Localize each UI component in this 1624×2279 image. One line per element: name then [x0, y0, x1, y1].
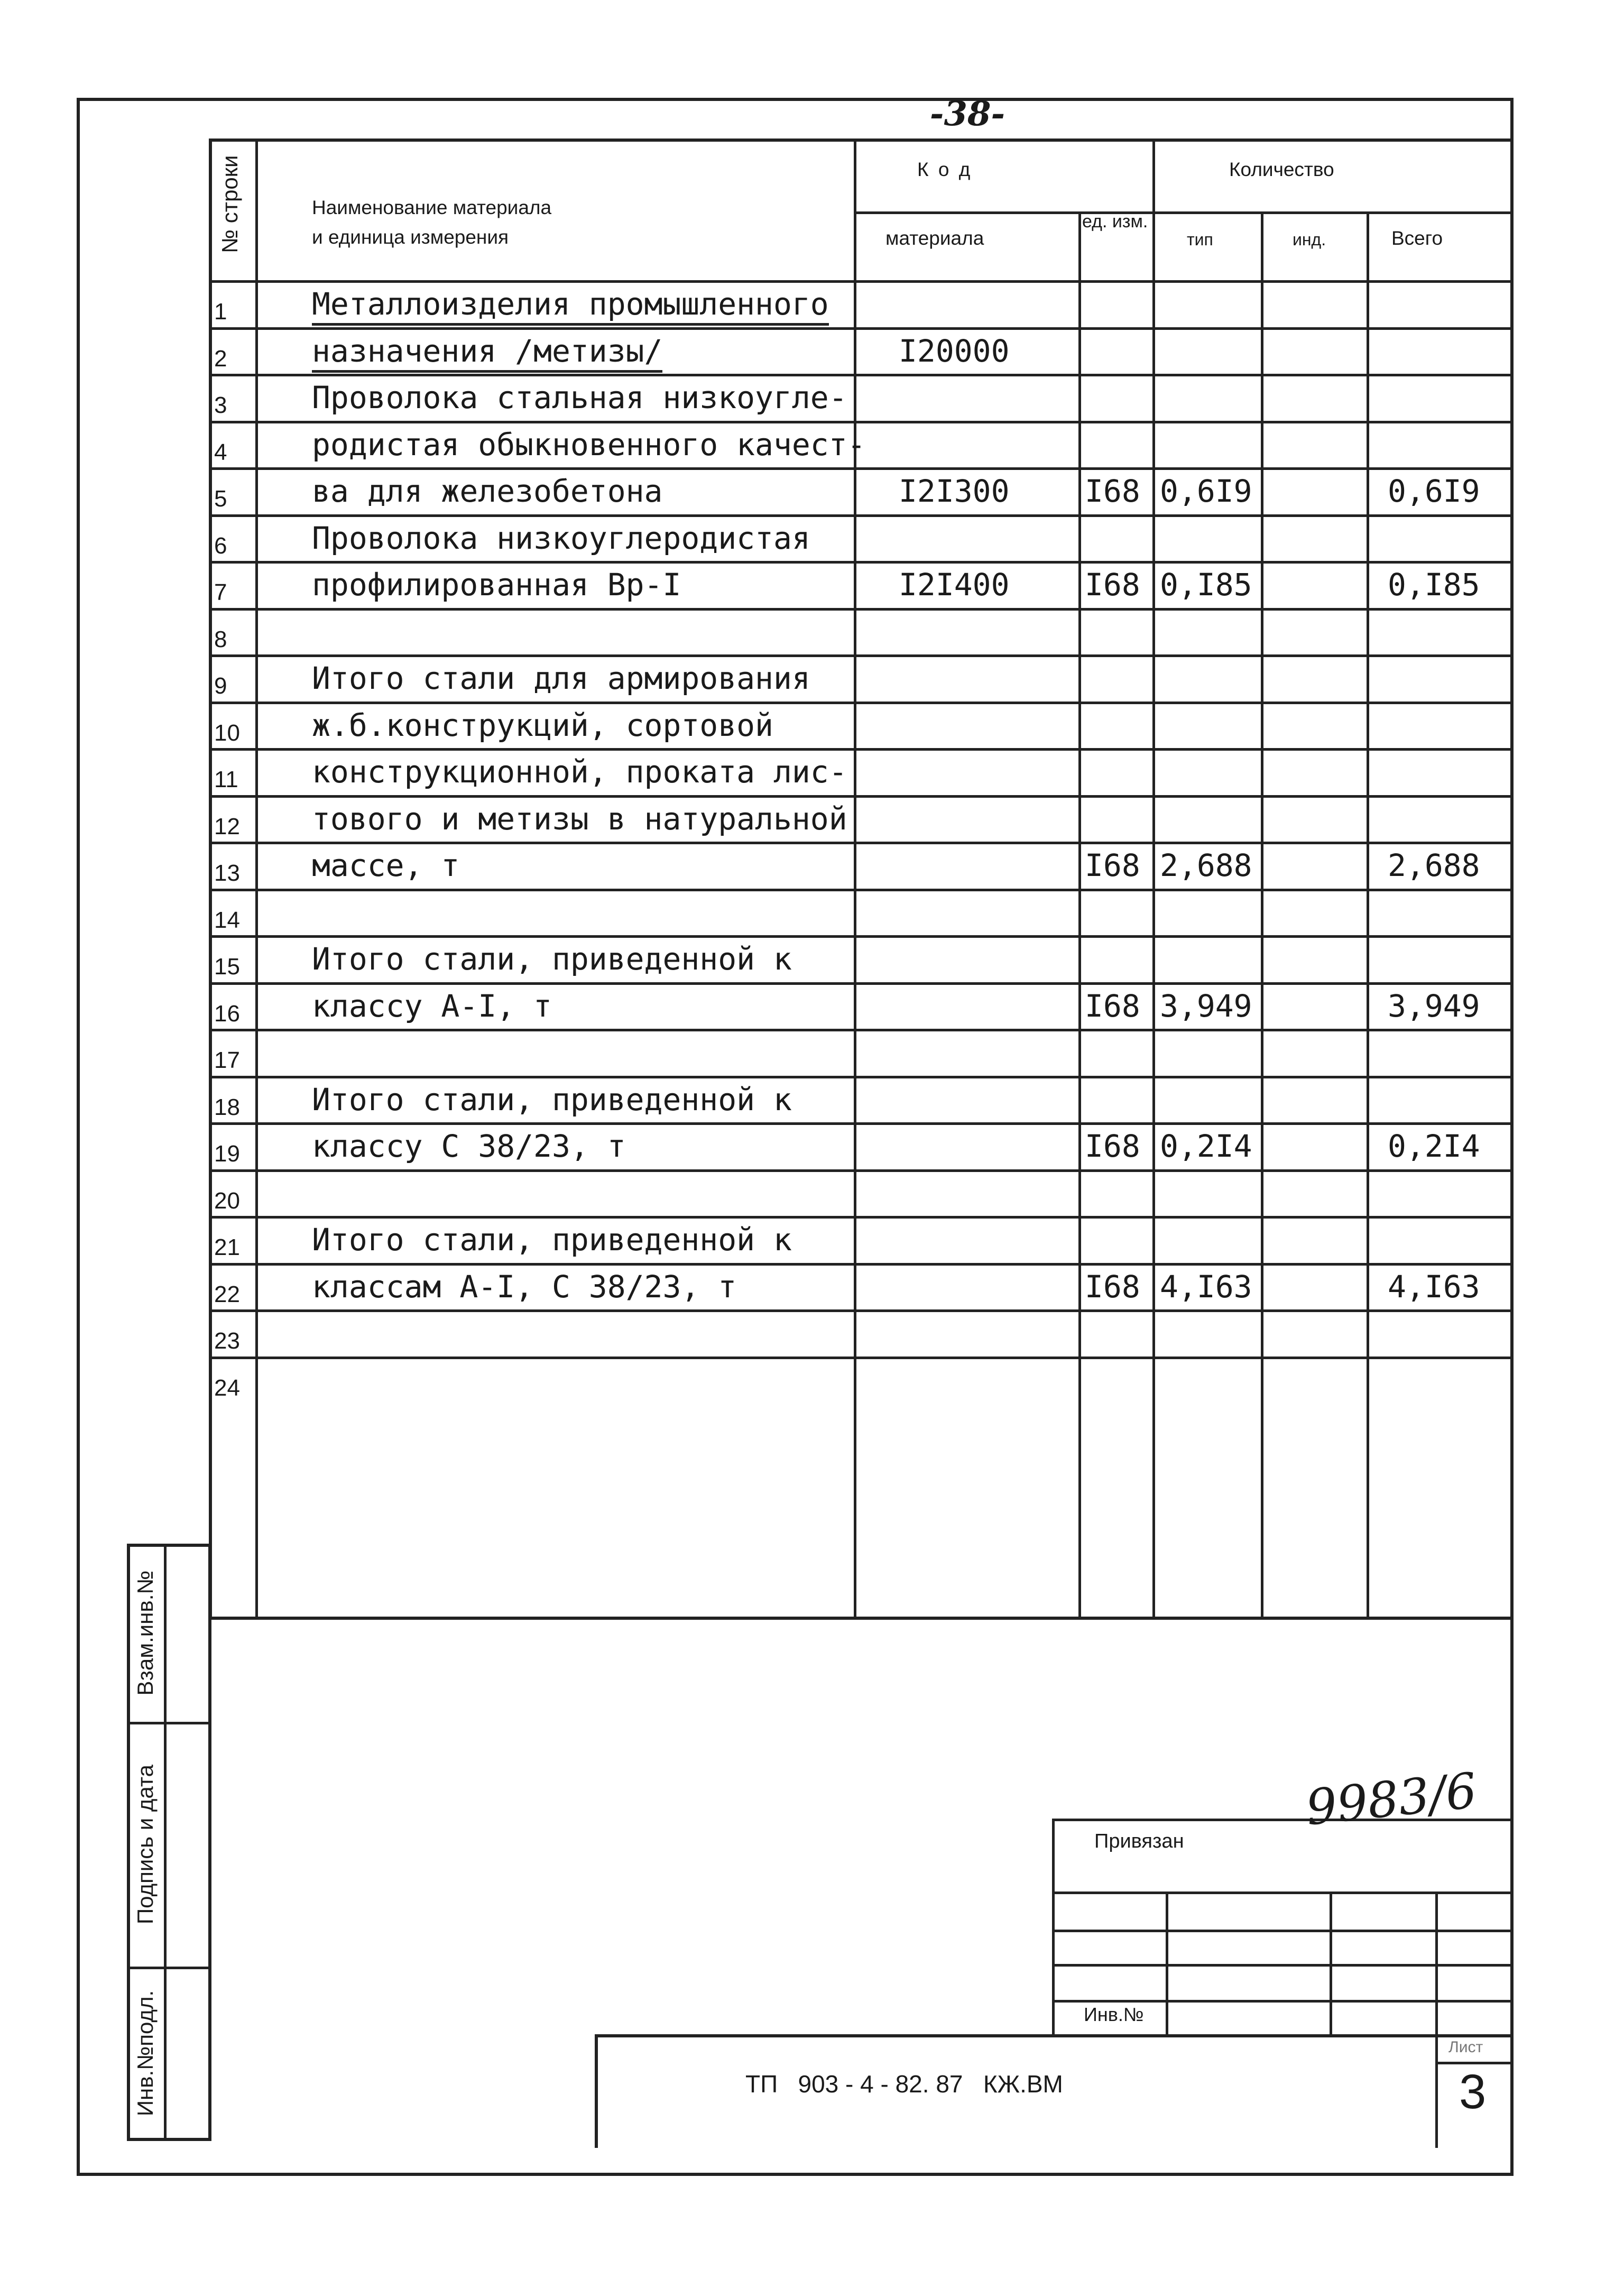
qty-typ: 2,688 — [1160, 847, 1252, 883]
material-name: классу С 38/23, т — [312, 1128, 626, 1164]
row-separator — [209, 889, 1514, 891]
stamp-col-3 — [1435, 1892, 1438, 2035]
unit-code: I68 — [1085, 1268, 1140, 1305]
sheet-label: Лист — [1448, 2038, 1483, 2056]
qty-typ: 0,2I4 — [1160, 1128, 1252, 1164]
row-separator — [209, 374, 1514, 376]
qty-total: 4,I63 — [1388, 1268, 1480, 1305]
header-sub-line — [854, 211, 1514, 214]
row-number: 21 — [214, 1234, 240, 1260]
row-number: 9 — [214, 673, 227, 699]
material-name: профилированная Вр-I — [312, 567, 681, 603]
header-name-line1: Наименование материала — [312, 197, 552, 218]
material-name: Итого стали, приведенной к — [312, 941, 792, 977]
stamp-attached-label: Привязан — [1094, 1830, 1184, 1852]
material-name: классам А-I, С 38/23, т — [312, 1268, 737, 1305]
row-number: 4 — [214, 439, 227, 465]
row-number: 24 — [214, 1374, 240, 1401]
row-number: 7 — [214, 579, 227, 605]
row-separator — [209, 467, 1514, 470]
row-number: 17 — [214, 1047, 240, 1073]
header-qty-ind: инд. — [1293, 230, 1326, 249]
row-separator — [209, 327, 1514, 330]
row-number: 11 — [214, 767, 238, 792]
material-name: Проволока стальная низкоугле- — [312, 380, 847, 416]
row-number: 6 — [214, 532, 227, 559]
row-separator — [209, 421, 1514, 423]
qty-typ: 4,I63 — [1160, 1268, 1252, 1305]
row-separator — [209, 514, 1514, 517]
row-separator — [209, 1357, 1514, 1359]
stamp-line-c — [1052, 1964, 1514, 1967]
qty-total: 2,688 — [1388, 847, 1480, 883]
row-number: 14 — [214, 907, 240, 933]
handwritten-number: 9983/6 — [1303, 1762, 1480, 1837]
unit-code: I68 — [1085, 567, 1140, 603]
row-number: 23 — [214, 1328, 240, 1354]
row-separator — [209, 608, 1514, 611]
material-code: I2I300 — [899, 473, 1010, 509]
row-number: 13 — [214, 860, 240, 886]
row-number: 5 — [214, 486, 227, 512]
sheet-number: 3 — [1459, 2065, 1487, 2119]
side-strip-line1 — [127, 1722, 211, 1724]
material-name: родистая обыкновенного качест- — [312, 426, 866, 463]
row-separator — [209, 935, 1514, 938]
unit-code: I68 — [1085, 847, 1140, 883]
document-code: ТП 903 - 4 - 82. 87 КЖ.ВМ — [745, 2070, 1063, 2098]
page-number: -38- — [929, 94, 1005, 134]
material-code: I2I400 — [899, 567, 1010, 603]
unit-code: I68 — [1085, 1128, 1140, 1164]
qty-total: 3,949 — [1388, 988, 1480, 1024]
row-separator — [209, 795, 1514, 798]
stamp-line-d — [1052, 2000, 1514, 2003]
row-number: 22 — [214, 1281, 240, 1307]
col-sep-unit — [1152, 139, 1155, 1620]
label-sign-date: Подпись и дата — [133, 1764, 158, 1925]
material-name: Итого стали, приведенной к — [312, 1222, 792, 1258]
row-number: 18 — [214, 1094, 240, 1120]
material-name: массе, т — [312, 847, 460, 883]
row-separator — [209, 1309, 1514, 1312]
qty-typ: 3,949 — [1160, 988, 1252, 1024]
col-sep-name — [854, 139, 856, 1620]
label-inv-orig: Инв.№подл. — [133, 1990, 158, 2117]
header-name-line2: и единица измерения — [312, 226, 509, 248]
stamp-col-2 — [1330, 1892, 1332, 2035]
stamp-line-b — [1052, 1930, 1514, 1932]
row-number: 10 — [214, 719, 240, 746]
row-number: 8 — [214, 626, 227, 652]
header-qty-typ: тип — [1187, 230, 1213, 249]
row-separator — [209, 748, 1514, 751]
material-name: ва для железобетона — [312, 473, 663, 509]
row-separator — [209, 1029, 1514, 1031]
material-name: Итого стали, приведенной к — [312, 1081, 792, 1118]
side-strip-divider — [164, 1544, 167, 2141]
row-separator — [209, 1263, 1514, 1266]
header-code-unit: ед. изм. — [1082, 211, 1148, 232]
row-number: 15 — [214, 954, 240, 980]
row-number: 20 — [214, 1187, 240, 1214]
row-number: 3 — [214, 392, 227, 418]
header-qty-total: Всего — [1391, 227, 1443, 249]
material-name: Итого стали для армирования — [312, 660, 810, 696]
row-number: 19 — [214, 1141, 240, 1167]
row-separator — [209, 982, 1514, 985]
unit-code: I68 — [1085, 988, 1140, 1024]
row-number: 16 — [214, 1000, 240, 1027]
row-separator — [209, 561, 1514, 564]
unit-code: I68 — [1085, 473, 1140, 509]
row-separator — [209, 654, 1514, 657]
row-number: 2 — [214, 345, 227, 372]
row-separator — [209, 702, 1514, 704]
side-strip-line2 — [127, 1967, 211, 1969]
row-number: 1 — [214, 299, 227, 325]
material-name: Металлоизделия промышленного — [312, 286, 829, 326]
row-number: 12 — [214, 813, 240, 839]
header-code: К о д — [917, 159, 973, 180]
material-name: классу А-I, т — [312, 988, 552, 1024]
row-separator — [209, 842, 1514, 844]
row-separator — [209, 1169, 1514, 1172]
qty-typ: 0,6I9 — [1160, 473, 1252, 509]
row-separator — [209, 1122, 1514, 1125]
stamp-line-a — [1052, 1892, 1514, 1894]
label-swap-inv: Взам.инв.№ — [133, 1570, 158, 1696]
qty-total: 0,6I9 — [1388, 473, 1480, 509]
qty-total: 0,2I4 — [1388, 1128, 1480, 1164]
sheet-divider — [1435, 2034, 1438, 2148]
header-quantity: Количество — [1229, 159, 1334, 180]
header-row-number: № строки — [217, 155, 242, 253]
qty-typ: 0,I85 — [1160, 567, 1252, 603]
row-separator — [209, 1216, 1514, 1219]
row-separator — [209, 1076, 1514, 1078]
header-code-material: материала — [885, 227, 984, 249]
material-name: тового и метизы в натуральной — [312, 800, 847, 837]
stamp-inv-label: Инв.№ — [1084, 2004, 1144, 2025]
qty-total: 0,I85 — [1388, 567, 1480, 603]
material-name: назначения /метизы/ — [312, 333, 662, 373]
header-bottom-line — [209, 280, 1514, 283]
material-name: ж.б.конструкций, сортовой — [312, 707, 773, 743]
stamp-col-1 — [1166, 1892, 1168, 2035]
material-name: Проволока низкоуглеродистая — [312, 520, 810, 556]
material-code: I20000 — [899, 333, 1010, 369]
material-name: конструкционной, проката лис- — [312, 754, 847, 790]
